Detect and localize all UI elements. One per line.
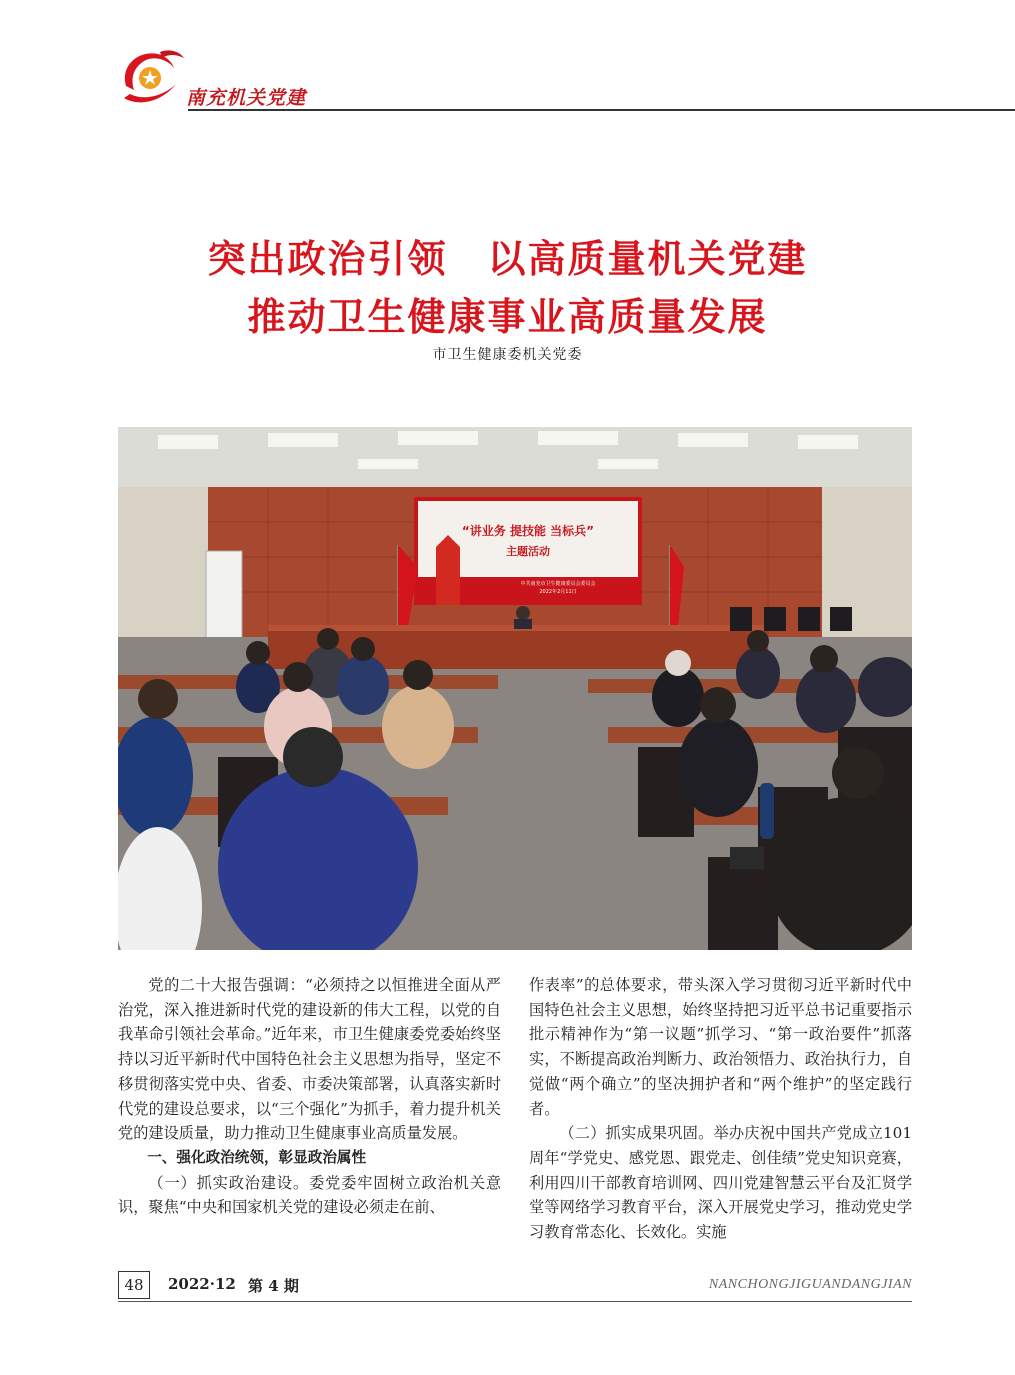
issue-number: 第 4 期 [248, 1277, 299, 1295]
issue-date: 2022·12 [168, 1275, 236, 1293]
screen-headline: “讲业务 提技能 当标兵” [461, 524, 595, 538]
magazine-pinyin: NANCHONGJIGUANDANGJIAN [708, 1277, 912, 1292]
body-column-right [529, 973, 912, 1245]
article-title-line1: 突出政治引领 以高质量机关党建 [207, 236, 808, 281]
header-divider [188, 109, 1015, 111]
paragraph-intro: 党的二十大报告强调：“必须持之以恒推进全面从严治党，深入推进新时代党的建设新的伟大工程，以党的自我革命引领社会革命。”近年来，市卫生健康委党委始终坚持以习近平新时代中国特色社会主义思想为指导，坚定不移贯彻落实党中央、省委、市委决策部署，认真落实新时代党的建设总要求，以“三个强化”为抓手，着力提升机关党的建设质量，助力推动卫生健康事业高质量发展。 [118, 976, 501, 1143]
screen-org: 中共南充市卫生健康委员会委员会 [520, 581, 596, 587]
party-emblem-ribbon-logo-icon [116, 44, 186, 112]
magazine-logo [116, 44, 186, 112]
magazine-name: 南充机关党建 [186, 87, 307, 109]
section-heading-1: 一、强化政治统领，彰显政治属性 [147, 1148, 367, 1166]
screen-date: 2022年2月11日 [539, 589, 577, 595]
article-author: 市卫生健康委机关党委 [432, 347, 583, 363]
body-column-left [118, 973, 501, 1220]
paragraph-1-2: （二）抓实成果巩固。举办庆祝中国共产党成立101周年“学党史、感党恩、跟党走、创佳绩”党史知识竞赛，利用四川干部教育培训网、四川党建智慧云平台及汇贤学堂等网络学习教育平台，深入开展党史学习，推动党史学习教育常态化、长效化。实施 [529, 1124, 912, 1242]
paragraph-1-1-start: （一）抓实政治建设。委党委牢固树立政治机关意识，聚焦“中央和国家机关党的建设必须走在前、 [118, 1173, 501, 1217]
footer-divider [118, 1301, 912, 1302]
meeting-photo [118, 427, 912, 950]
paragraph-1-1-cont: 作表率”的总体要求，带头深入学习贯彻习近平新时代中国特色社会主义思想，始终坚持把习近平总书记重要指示批示精神作为“第一议题”抓学习、“第一政治要件”抓落实，不断提高政治判断力、政治领悟力、政治执行力，自觉做“两个确立”的坚决拥护者和“两个维护”的坚定践行者。 [529, 976, 912, 1118]
page-number: 48 [118, 1271, 150, 1299]
screen-subtitle: 主题活动 [506, 545, 550, 558]
article-title-line2: 推动卫生健康事业高质量发展 [247, 294, 768, 339]
